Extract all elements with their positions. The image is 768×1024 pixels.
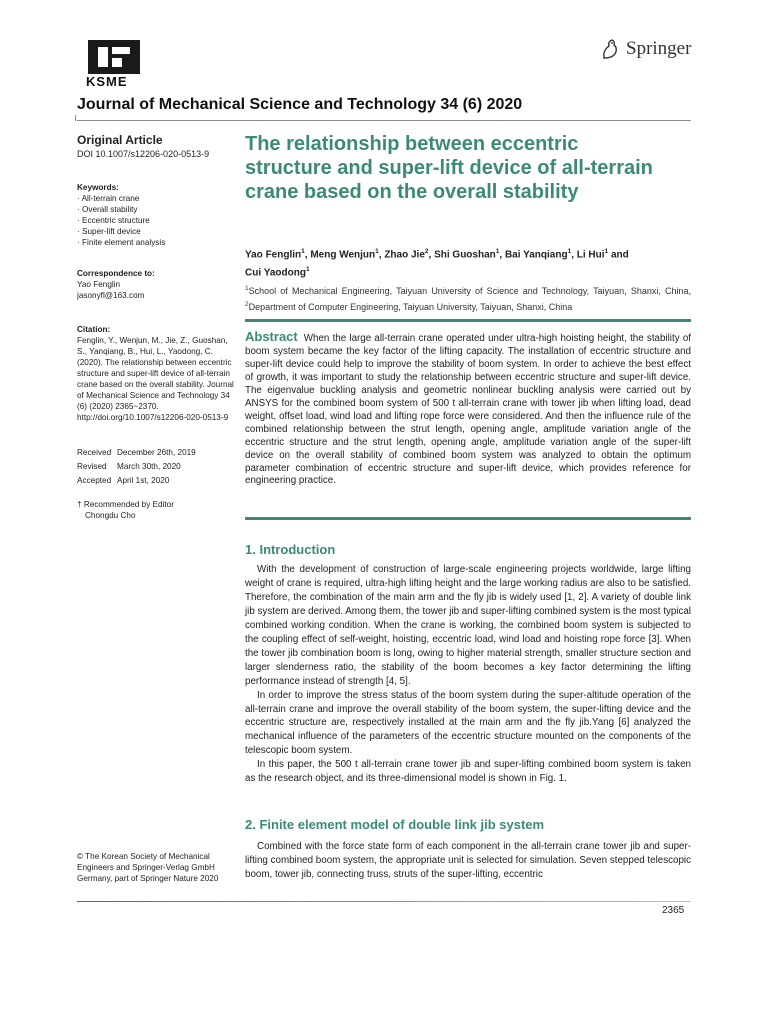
citation-text: Fenglin, Y., Wenjun, M., Jie, Z., Guoshan, S., Yanqiang, B., Hui, L., Yaodong, C. (2020). The relationship between eccentric structure and super-lift device of all-terrain crane based on the overall stability. Journal of Mechanical Science and Technology 34 (6) (2020) 2365~2370. http://doi.org/10.1007/s12206-020-0513-9 bbox=[77, 336, 234, 422]
editor-note bbox=[77, 499, 237, 521]
date-row-received bbox=[77, 446, 237, 460]
date-row-revised bbox=[77, 460, 237, 474]
author-name: Cui Yaodong bbox=[245, 267, 306, 279]
abstract-bottom-rule bbox=[245, 517, 691, 520]
date-label: Accepted bbox=[77, 476, 112, 485]
date-label: Received bbox=[77, 448, 112, 457]
keywords-label: Keywords: bbox=[77, 183, 119, 192]
keywords-block bbox=[77, 182, 237, 248]
correspondence-block bbox=[77, 268, 237, 301]
date-value: December 26th, 2019 bbox=[117, 448, 196, 457]
abstract bbox=[245, 331, 691, 488]
section-body bbox=[245, 840, 691, 882]
section-body bbox=[245, 563, 691, 786]
keyword-item: · Overall stability bbox=[77, 204, 237, 215]
paragraph: In this paper, the 500 t all-terrain crane tower jib and super-lifting combined boom system is taken as the research object, and its three-dimensional model is shown in Fig. 1. bbox=[245, 759, 691, 785]
society-name: KSME bbox=[86, 74, 128, 89]
date-label: Revised bbox=[77, 462, 107, 471]
dagger-icon: † bbox=[77, 500, 84, 509]
editor-line2: Chongdu Cho bbox=[85, 511, 136, 520]
author-name: Shi Guoshan bbox=[434, 249, 496, 261]
citation-label: Citation: bbox=[77, 325, 111, 334]
date-row-accepted bbox=[77, 474, 237, 488]
author-name: Li Hui bbox=[576, 249, 605, 261]
paragraph: Combined with the force state form of each component in the all-terrain crane tower jib and super-lifting combined boom system, the appropriate unit is selected for simulation. Seven stepped telescopic boom, tower jib, connecting truss, struts of the super-lifting, eccentric bbox=[245, 841, 691, 880]
abstract-top-rule bbox=[245, 319, 691, 322]
keywords-list bbox=[77, 193, 237, 248]
affiliation-1: School of Mechanical Engineering, Taiyuan University of Science and Technology, Taiyuan, Shanxi, China, bbox=[248, 286, 691, 296]
keyword-item: · Finite element analysis bbox=[77, 237, 237, 248]
keyword-item: · All-terrain crane bbox=[77, 193, 237, 204]
correspondence-label: Correspondence to: bbox=[77, 269, 155, 278]
affiliation-2: Department of Computer Engineering, Taiyuan University, Taiyuan, Shanxi, China bbox=[248, 302, 573, 312]
author-name: Meng Wenjun bbox=[310, 249, 376, 261]
paragraph: With the development of construction of large-scale engineering projects worldwide, large lifting weight of crane is required, ultra-high lifting height and the large working radius are also to be satisfied. Therefore, the combination of the main arm and the fly jib is widely used [1, 2]. A variety of double link jib system are derived. Among them, the tower jib and super-lifting combined system is the most typical combined working condition. When the crane is working, the combined boom system is subjected to the coupling effect of self-weight, hoisting, eccentric load, wind load and hoisting rope force [3]. When the tower jib combination boom is long, owing to higher material strength, smaller structure section and larger slenderness ratio, the stability of the boom becomes a key factor determining the lifting performance instead of strength [4, 5]. bbox=[245, 564, 691, 687]
keyword-item: · Super-lift device bbox=[77, 226, 237, 237]
springer-horse-icon bbox=[600, 38, 620, 60]
page-number: 2365 bbox=[662, 905, 685, 916]
springer-logo bbox=[600, 38, 691, 60]
date-value: April 1st, 2020 bbox=[117, 476, 170, 485]
paragraph: In order to improve the stress status of the boom system during the super-altitude operation of the all-terrain crane and improve the overall stability of the boom system, the super-lifting device and the eccentric structure are, respectively installed at the main arm and the fly jib.Yang [6] analyzed the mechanical influence of the parameters of the eccentric structure mounted on the components of the telescopic boom system. bbox=[245, 689, 691, 757]
section-heading: 2. Finite element model of double link jib system bbox=[245, 817, 545, 832]
citation-block bbox=[77, 324, 237, 423]
header-rule bbox=[77, 120, 691, 121]
correspondence-email[interactable]: jasonyfl@163.com bbox=[77, 291, 145, 300]
article-title: The relationship between eccentric structure and super-lift device of all-terrain crane based on the overall stability bbox=[245, 133, 653, 203]
author-name: Bai Yanqiang bbox=[504, 249, 568, 261]
editor-line1: Recommended by Editor bbox=[83, 500, 174, 509]
footer-rule bbox=[77, 901, 691, 902]
date-value: March 30th, 2020 bbox=[117, 462, 181, 471]
dates-block bbox=[77, 446, 237, 488]
publisher-name: Springer bbox=[626, 38, 692, 59]
correspondence-name: Yao Fenglin bbox=[77, 280, 121, 289]
article-doi: DOI 10.1007/s12206-020-0513-9 bbox=[77, 149, 210, 159]
journal-title: Journal of Mechanical Science and Technology 34 (6) 2020 bbox=[77, 96, 523, 113]
keyword-item: · Eccentric structure bbox=[77, 215, 237, 226]
affiliations: $^1$School of Mechanical Engineering, Taiyuan University of Science and Technology, Taiyuan, Shanxi, China, $^2$Department of Computer Engineering, Taiyuan University, Taiyuan, Shanxi, China bbox=[245, 285, 691, 312]
author-conjunction: and bbox=[610, 249, 629, 261]
copyright-notice: © The Korean Society of Mechanical Engineers and Springer-Verlag GmbH Germany, part of Springer Nature 2020 bbox=[77, 852, 219, 883]
section-heading: 1. Introduction bbox=[245, 542, 336, 557]
abstract-label: Abstract bbox=[245, 329, 298, 344]
author-name: Yao Fenglin bbox=[245, 249, 302, 261]
author-name: Zhao Jie bbox=[384, 249, 425, 261]
article-type: Original Article bbox=[77, 133, 163, 147]
author-list: Yao Fenglin$^1$, Meng Wenjun$^1$, Zhao Jie$^2$, Shi Guoshan$^1$, Bai Yanqiang$^1$, Li Hui$^1$ and Cui Yaodong$^1$ bbox=[245, 248, 629, 279]
abstract-text: When the large all-terrain crane operated under ultra-high hoisting height, the stability of boom system became the key factor of the lifting capacity. The installation of eccentric structure and super-lift device could help to improve the stability of boom system. In order to achieve the best effect of growth, it was important to study the relationship between eccentric structure and super-lift device. The eigenvalue buckling analysis and geometric nonlinear buckling analysis were carried out by ANSYS for the combined boom system of 500 t all-terrain crane with tower jib when lifting load, dead weight, offset load, wind load and lifting rope force were considered. And then the influence rule of the combined relationship between the strut length, opening angle, amplitude variation angle of the eccentric structure and the strut length, opening angle, amplitude variation angle of the super-lift device on the overall stability of combined boom system was analyzed to obtain the optimum parameter combination of eccentric structure and super-lift device, which provides reference for engineering practice. bbox=[245, 333, 691, 487]
